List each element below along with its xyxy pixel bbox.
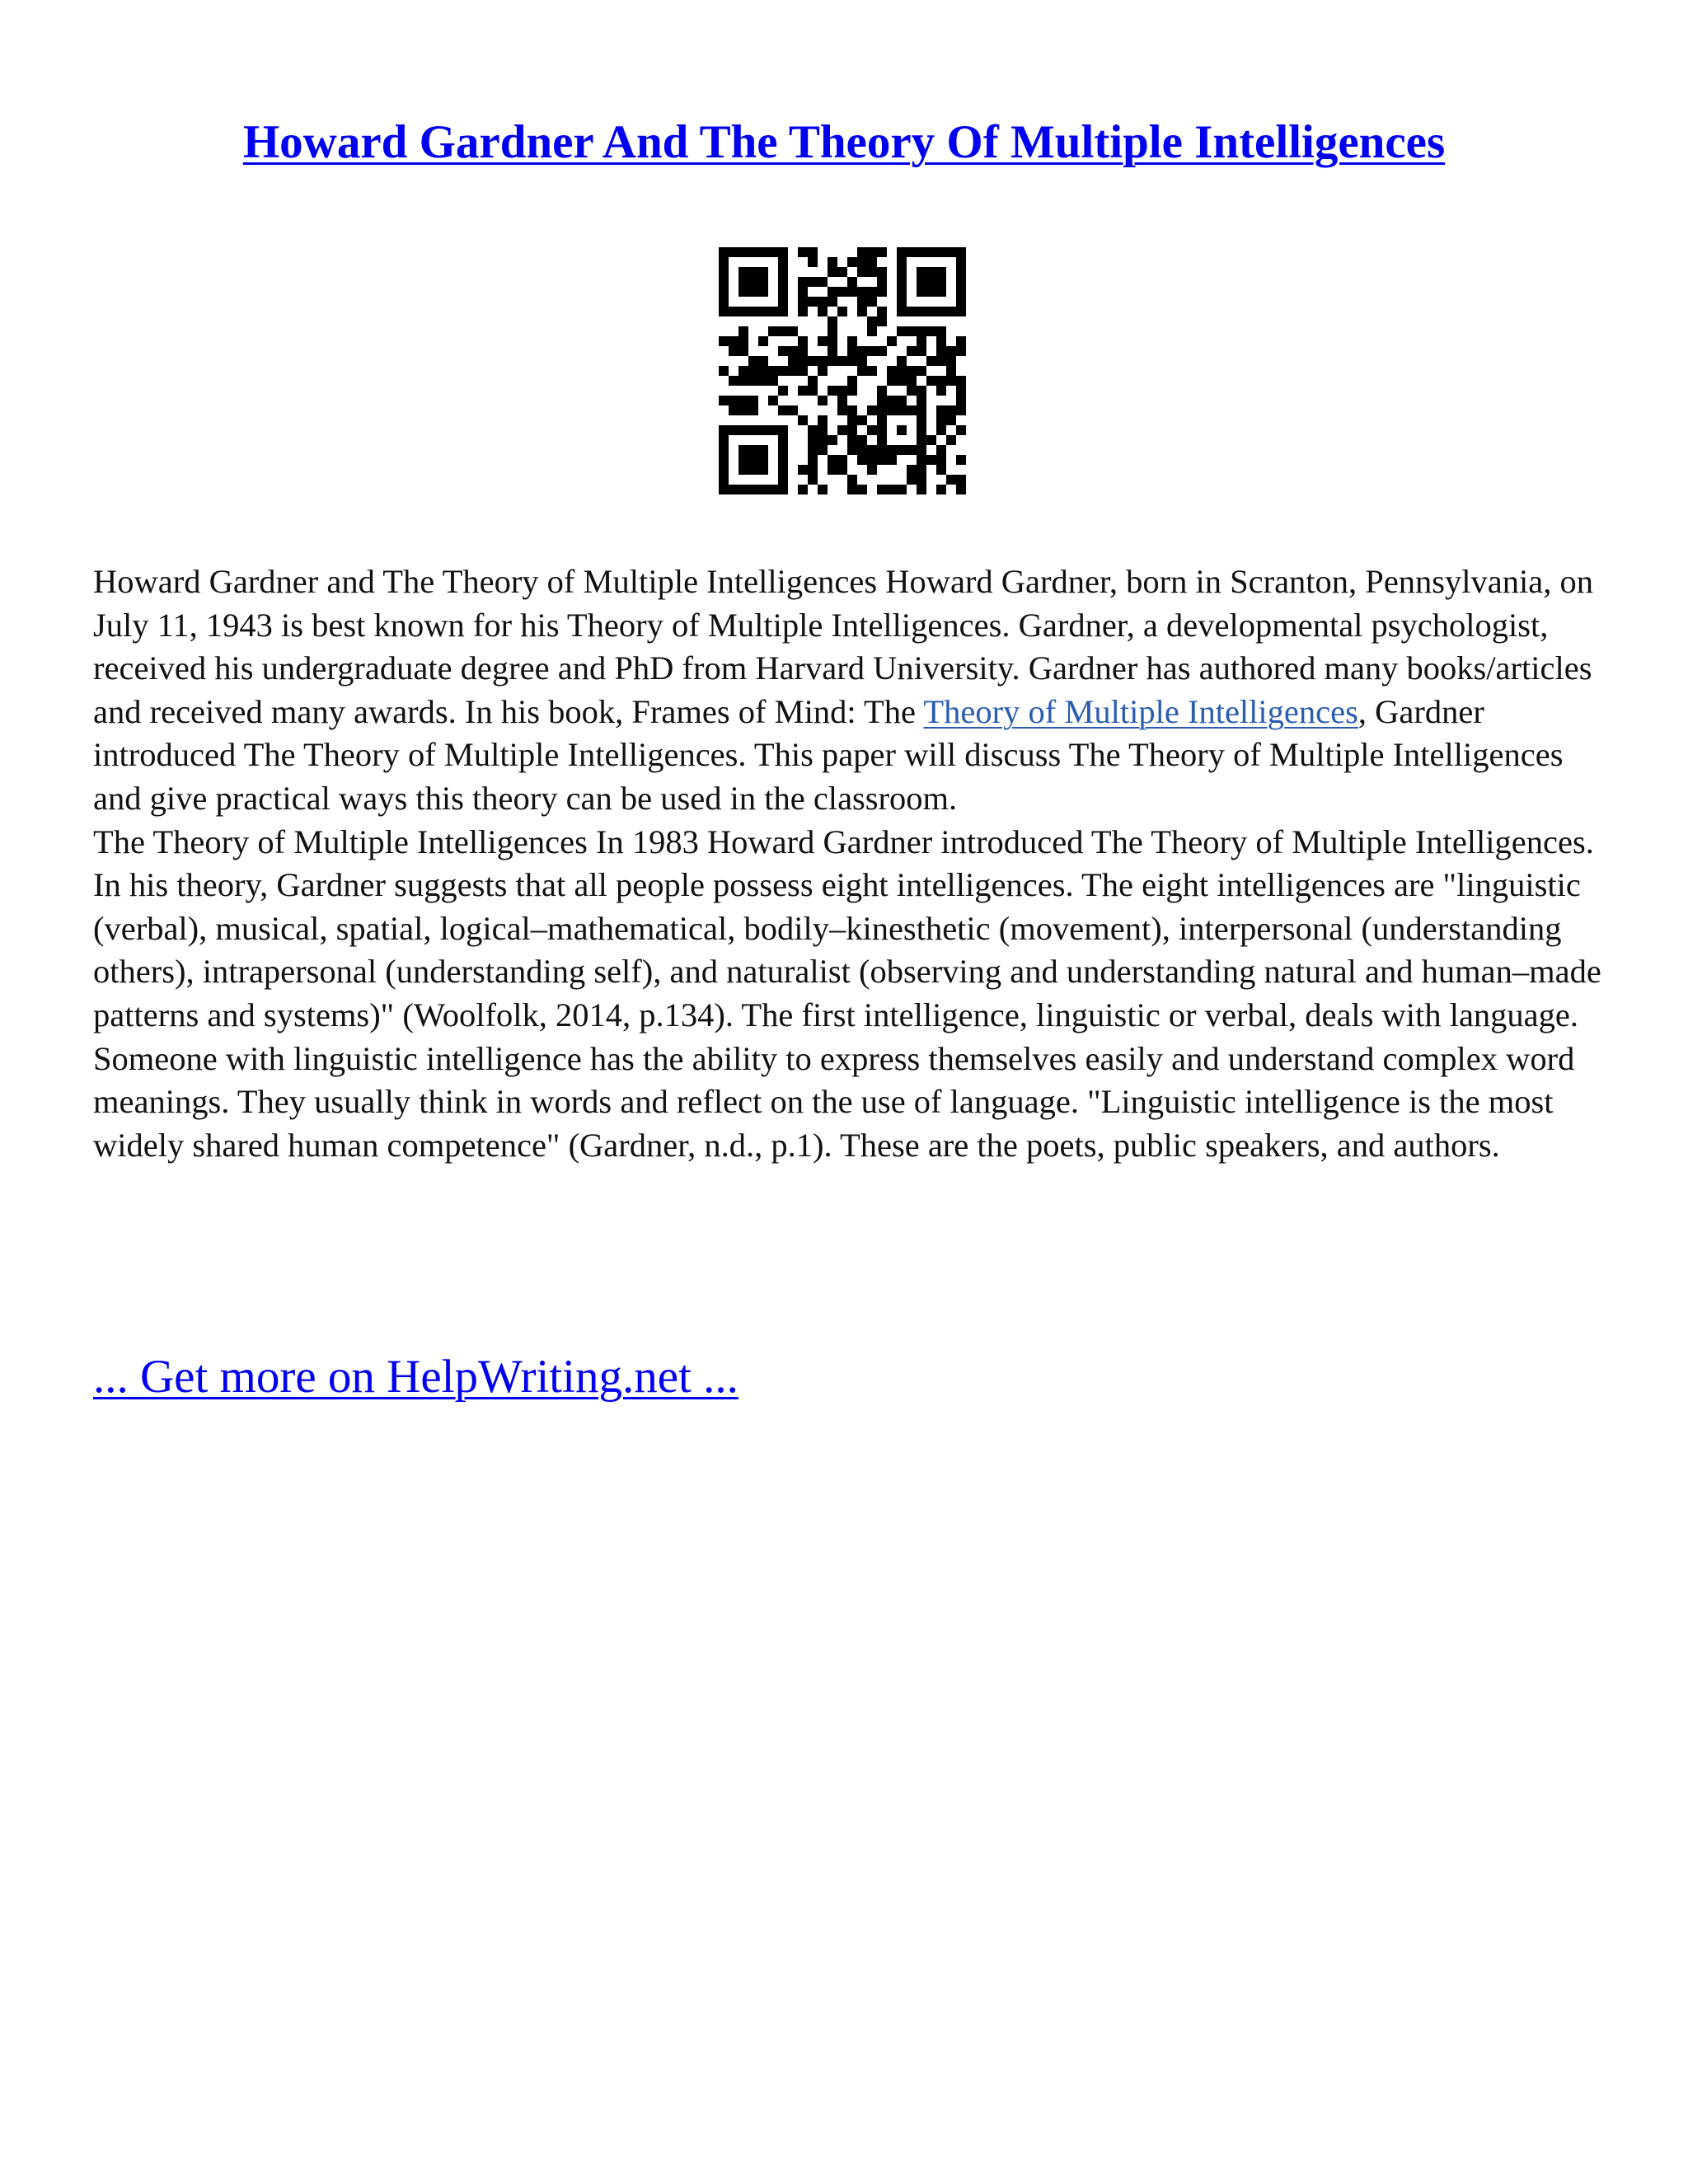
paragraph-1-text-end: , Gardner introduced The Theory of Multiple Intelligences. This paper will discuss The Theory of Multiple Intelligences and give practical ways this theory can be used in the classroom. (93, 692, 1564, 817)
get-more-link[interactable]: ... Get more on HelpWriting.net ... (93, 1351, 738, 1403)
article-body (93, 560, 1601, 1167)
theory-link[interactable]: Theory of Multiple Intelligences (923, 692, 1358, 730)
paragraph-1 (93, 560, 1601, 821)
paragraph-1-text-start: Howard Gardner and The Theory of Multiple Intelligences Howard Gardner, born in Scranton, Pennsylvania, on July 11, 1943 is best known for his Theory of Multiple Intelligences. Gardner, a developmental psychologist, received his undergraduate degree and PhD from Harvard University. Gardner has authored many books/articles and received many awards. In his book, Frames of Mind: The (93, 563, 1594, 730)
qr-code-icon (719, 247, 966, 494)
paragraph-2: The Theory of Multiple Intelligences In 1983 Howard Gardner introduced The Theory of Multiple Intelligences. In his theory, Gardner suggests that all people possess eight intelligences. The eight intelligences are "linguistic (verbal), musical, spatial, logical–mathematical, bodily–kinesthetic (movement), interpersonal (understanding others), intrapersonal (understanding self), and naturalist (observing and understanding natural and human–made patterns and systems)" (Woolfolk, 2014, p.134). The first intelligence, linguistic or verbal, deals with language. Someone with linguistic intelligence has the ability to express themselves easily and understand complex word meanings. They usually think in words and reflect on the use of language. "Linguistic intelligence is the most widely shared human competence" (Gardner, n.d., p.1). These are the poets, public speakers, and authors. (93, 823, 1601, 1164)
page-title-link[interactable]: Howard Gardner And The Theory Of Multiple Intelligences (242, 116, 1446, 168)
title-container (0, 115, 1688, 169)
